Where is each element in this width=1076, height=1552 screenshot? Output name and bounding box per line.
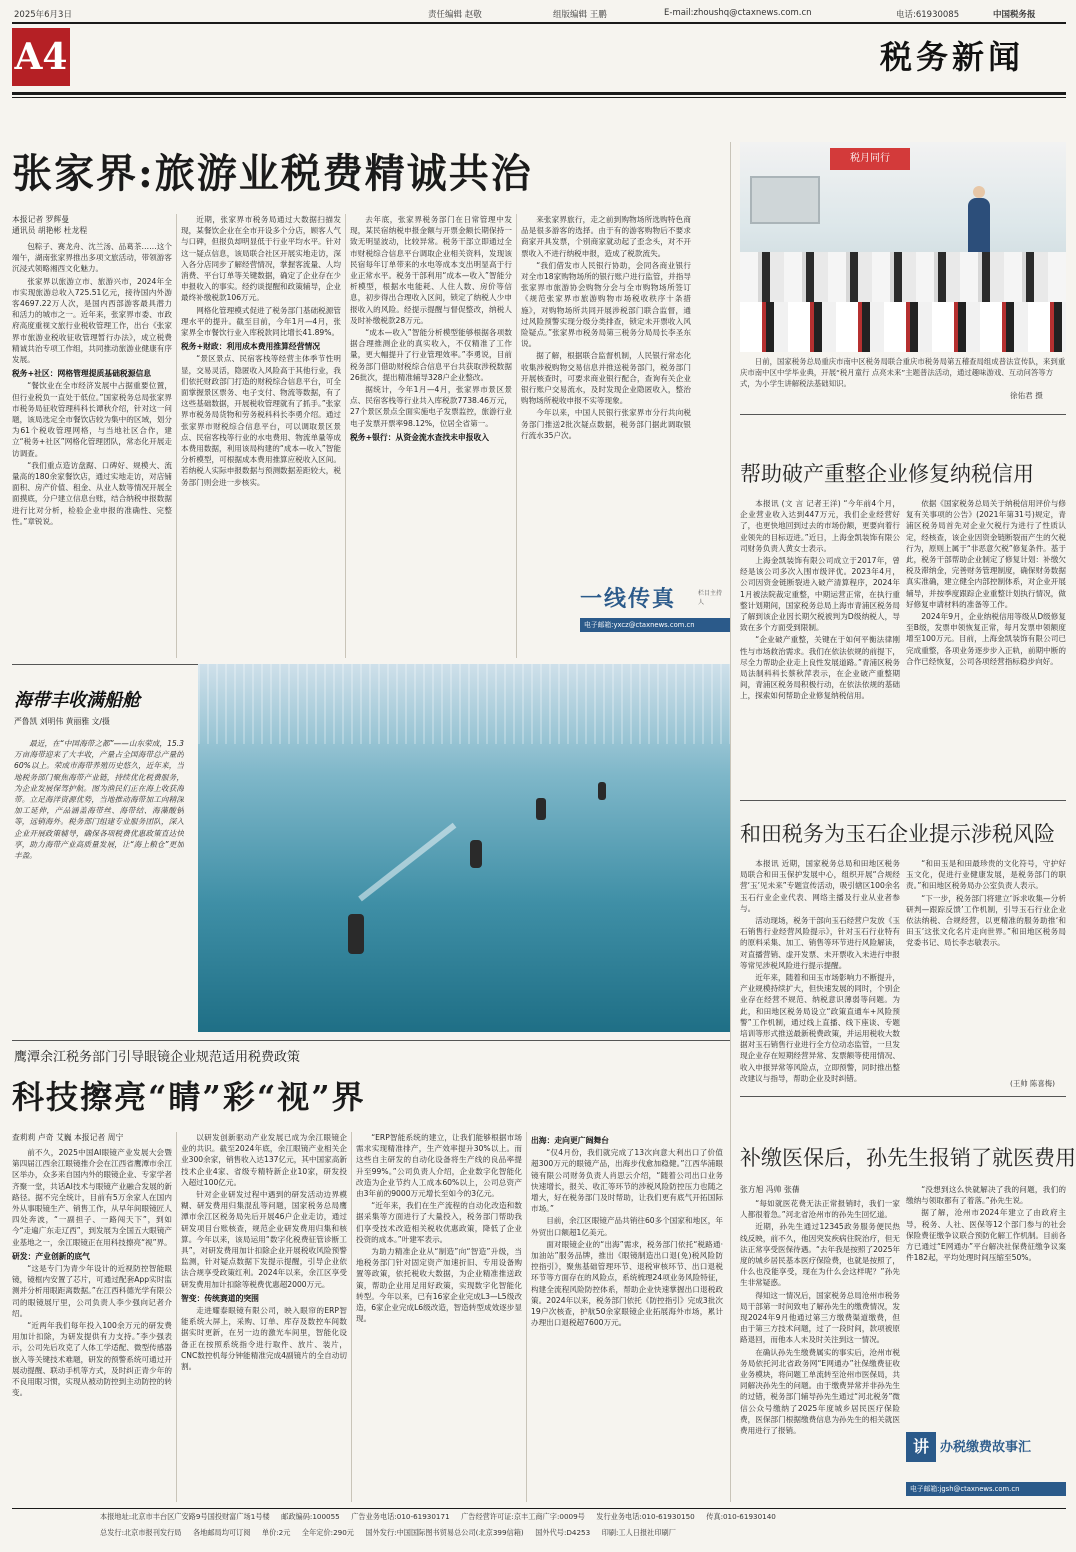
brief1-para: 本报讯 (文 言 记者王洋) “今年前4个月，企业营业收入达到447万元，我们企业经营好了，也更快地回到过去的市场份额，更要向着行业领先的目标迈进。”近日，上海金凯装饰有限公司财务负责人黄女士表示。 [740, 499, 900, 553]
footer-line2 [100, 1528, 676, 1538]
story3-kicker: 鹰潭余江税务部门引导眼镜企业规范适用税费政策 [14, 1050, 301, 1065]
brief2-para: 本报讯 近期，国家税务总局和田地区税务局联合和田玉保护发展中心，组织开展“合规经营‘玉’见未来”专题宣传活动，吸引辖区100余名玉石行业企业代表、网络主播及行业从业者参与。 [740, 859, 900, 913]
masthead-rule-thin [12, 97, 1066, 98]
story3-subhead: 出海：走向更广阔舞台 [531, 1136, 609, 1145]
brief2-para: “和田玉是和田最珍贵的文化符号，守护好玉文化，促进行业健康发展，是税务部门的职责。”和田地区税务局办公室负责人表示。 [906, 859, 1066, 891]
column-rule [176, 214, 177, 658]
story1-intro: 包粽子、赛龙舟、沈兰汤、品葛茶……这个端午，湖南张家界推出多项文旅活动，带领游客沉浸式领略湘西文化魅力。 [12, 242, 172, 274]
column-rule [351, 1132, 352, 1502]
brief2-para: 近年来，随着和田玉市场影响力不断提升，产业规模持续扩大，但快速发展的同时，个别企业存在经营不规范、纳税意识薄弱等问题。为此，和田地区税务局设立“政策直通车+风险预警”工作机制，通过线上直播、线下座谈、专题培训等形式推送最新税费政策，并运用税收大数据对玉石销售行业进行全方位动态监管，一旦发现企业存在短期经营异常、发票额等使用情况、收入申报异常等风险点，立即预警，同时推出整改建议与指导，帮助企业及时纠错。 [740, 973, 900, 1083]
story3-para: 面对眼镜企业的“出海”需求，税务部门依托“税路通·加油站”服务品牌，推出《眼镜制造出口退(免)税风险防控指引》，聚焦基础管理环节、退税审核环节、出口退税环节等方面存在的风险点，系统梳理24项业务风险特征，构建全流程风险防控体系，帮助企业快速掌握出口退税政策。2024年以来，税务部门依托《防控指引》完成3批次19户次核查，护航50余家眼镜企业拓展海外市场，累计办理出口退税超7600万元。 [531, 1239, 723, 1328]
promo-yixian-logo: 一线传真 [580, 586, 677, 612]
column-rule [176, 1132, 177, 1502]
footer-rule [12, 1508, 1066, 1509]
column-rule [345, 214, 346, 658]
paper-name: 中国税务报 [993, 10, 1036, 20]
story3-col4 [531, 1132, 723, 1502]
brief3-byline: 张方旭 冯帅 张蒨 [740, 1185, 800, 1194]
story3-para: 为助力精准企业从“制造”向“智造”升级，当地税务部门针对固定资产加速折旧、专用设备购置等政策，依托税收大数据，为企业精准推送政策，帮助企业用足用好政策，实现数字化智能化转型。今年以来，已有16家企业完成L3—L5级改造，6家企业完成L6级改造，智造转型成效逐步显现。 [356, 1247, 522, 1324]
brief1-col1 [740, 498, 900, 794]
story1-col1 [12, 214, 172, 658]
promo-yixian-email[interactable]: 电子邮箱:yxcz@ctaxnews.com.cn [580, 618, 730, 632]
story1-byline2: 通讯员 胡艳彬 杜龙程 [12, 226, 88, 235]
page-number-badge: A4 [12, 28, 70, 86]
story1-subhead: 税务+财政：利用成本费用推算经营情况 [181, 342, 321, 352]
seaweed-rafts [198, 664, 730, 744]
boat [536, 798, 546, 820]
classroom-caption: 日前，国家税务总局重庆市南中区税务局联合重庆市税务局第五稽查局组成普法宣传队，来到重庆市南中区中学毕业典，开展“税月童行 点亮未来”主题普法活动，通过趣味游戏、互动问答等方式，为小学生讲解税法基础知识。 [740, 357, 1066, 388]
brief3-col2 [906, 1184, 1066, 1424]
brief1-para: 上海金凯装饰有限公司成立于2017年，曾经是该公司多次入围市级评优。2023年4月，公司因资金链断裂进入破产清算程序，2024年1月被法院裁定重整，中期运营正常，在执行重整计划期间，国家税务总局上海市青浦区税务局了解到该企业因长期欠税被判为D级纳税人，导致在多个方面受到限制。 [740, 556, 900, 633]
footer-subscribe: 各地邮局均可订阅 [192, 1528, 251, 1537]
story1-subhead: 税务+社区：网格管理提质基础税源信息 [12, 369, 152, 379]
brief3-para: 在确认孙先生缴费属实的事实后，沧州市税务局依托河北省政务网“E网通办”社保缴费征收业务模块，将问题工单流转至沧州市医保局，共同解决孙先生的问题。由于缴费异常并非孙先生的过错，税务部门辅导孙先生通过“河北税务”微信公众号缴纳了2025年度城乡居民医疗保险费，医保部门根据缴费信息为孙先生的相关就医费用进行了报销。 [740, 1347, 900, 1436]
footer-dist-phone: 发行业务电话:010-61930150 [596, 1512, 695, 1521]
footer-ad-license: 广告经营许可证:京丰工商广字:0009号 [461, 1512, 585, 1521]
footer-distributor: 总发行:北京市报刊发行局 [100, 1528, 182, 1537]
brief1-para: 2024年9月，企业纳税信用等级从D级修复至B级，发票申领恢复正常，每月发票申领额度增至100万元。目前，上海金凯装饰有限公司已完成重整，各项业务逐步步入正轨，前期中断的合作已经恢复，公司各项经营指标稳步向好。 [906, 612, 1066, 666]
editor-credit: 责任编辑 赵敬 [428, 10, 482, 20]
story3-para: “近两年我们每年投入100余万元的研发费用加计扣除，为研发提供有力支持。”李少强表示，公司先后攻克了人体工学适配、微型传感器嵌入等关键技术难题，研发的预警系统可通过开展动提醒、联动手机等方式，及时纠正青少年的不良用眼习惯，实现从被动防控到主动防控的转变。 [12, 1321, 172, 1398]
classroom-photo [740, 142, 1066, 352]
boat [598, 782, 606, 800]
story3-para: “仅4月份，我们就完成了13次向意大利出口了价值超300万元的眼镜产品，出海步伐愈加稳健。”江西华浦眼镜有限公司财务负责人肖思云介绍，“随着公司出口业务快速增长，报关、收汇等环节的涉税风险防控压力也随之增大，好在税务部门及时帮助，让我们更有底气开拓国际市场。” [531, 1148, 723, 1214]
story1-para: 去年底，张家界税务部门在日常管理中发现，某民宿纳税申报金额与开票金额长期保持一致无明显波动，比较异常。税务干部立即通过全市财税综合信息平台调取企业相关资料，发现该民宿每年订单带来的水电等成本支出明显高于行业正常水平。税务干部利用“成本—收入”智能分析模型，根据水电能耗、人住人数、房价等信息，初步得出合理收入区间，锁定了纳税人少申报收入的风险。经提示提醒与督促整改，纳税人及时补缴税款28万元。 [350, 215, 512, 325]
footer-price: 单价:2元 [261, 1528, 291, 1537]
story3-para: “ERP智能系统的建立，让我们能够根据市场需求实现精准排产，生产效率提升30%以上。而这些自主研发的自动化设备将生产线的良品率提升至99%。”公司负责人介绍，企业数字化智能化改造为企业节约人工成本60%以上，公司总资产由3年前的9000万元增长至如今的3亿元。 [356, 1133, 522, 1199]
story1-para: “我们重点造访盘踞、口碑好、规模大、流量高的180余家餐饮店，通过实地走访，对店铺面积、房产价值、租金、从业人数等情况开展全面摸底，分户建立信息台账，结合纳税申报数据进行比对分析，检验企业申报的准确性、完整性。”章锐说。 [12, 460, 172, 526]
teacher-head [973, 186, 985, 198]
story1-headline: 张家界:旅游业税费精诚共治 [12, 150, 533, 197]
story3-para: 走进耀泰眼镜有限公司，映入眼帘的ERP智能系统大屏上，采购、订单、库存及数控车间数据实时更新，在另一边的激光车间里，智能化设备正在按照系统指令进行取件、放片、装片，CNC数控机每分钟能精准完成4副镜片的全自动切割。 [181, 1306, 347, 1372]
story3-para: 前不久，2025中国AI眼镜产业发展大会暨第四届江西余江眼镜推介会在江西省鹰潭市余江区举办，众多来自国内外的眼镜企业、专家学者齐聚一堂，共话AI技术与眼镜产业融合发展的新路径。据不完全统计，目前有5万余家人在国内外从事眼镜生产、销售工作，从早年间眼镜匠人四处奔波，“一副担子、一路闯天下”，到如今“走遍广东走辽西”，到发展为全国五大眼镜产业基地之一，余江眼镜正在用科技擦亮“视”界。 [12, 1148, 172, 1247]
contact-email[interactable]: E-mail:zhoushq@ctaxnews.com.cn [664, 8, 812, 18]
footer-line1 [100, 1512, 776, 1522]
brief2-para: “下一步，税务部门将建立‘诉求收集—分析研判—跟踪反馈’工作机制，引导玉石行业企业依法纳税、合规经营，以更精准的服务助推‘和田玉’这张文化名片走向世界。”和田地区税务局党委书记、局长李志敏表示。 [906, 893, 1066, 948]
story3-col2 [181, 1132, 347, 1502]
brief2-col2 [906, 858, 1066, 1090]
promo-gushihui [906, 1432, 1066, 1498]
brief2-credit: (王帅 陈喜梅) [1010, 1079, 1056, 1088]
story1-para: 据统计，今年1月—4月，张家界市景区景点、民宿客栈等行业共入库税款7738.46万元，27个景区景点全面实施电子发票监控，旅游行业电子发票开票率98.12%，位居全省第一。 [350, 385, 512, 428]
story1-para: “成本—收入”智能分析模型能够根据各项数据合理推测企业的真实收入，不仅精准了工作量，更大幅提升了行业管理效率。”李勇说，目前税务部门借助财税综合信息平台共获取涉税数据26批次，提出精准辅导328户企业整改。 [350, 328, 512, 382]
story1-para: 网格化管理模式促进了税务部门基础税源管理水平的提升。截至目前，今年1月—4月，张家界全市餐饮行业入库税款同比增长41.89%。 [181, 305, 341, 338]
section-title: 税务新闻 [880, 38, 1025, 76]
brief-rule [740, 800, 1066, 801]
story1-col3 [350, 214, 512, 658]
classroom-credit: 徐佑君 摄 [1010, 391, 1043, 400]
story3-col1 [12, 1132, 172, 1502]
classroom-banner: 税月同行 [830, 148, 910, 170]
brief3-col1 [740, 1198, 900, 1498]
story1-byline: 本报记者 罗辉曼 [12, 215, 70, 224]
story3-para: “近年来，我们在生产流程的自动化改造和数据采集等方面进行了大量投入，税务部门帮助我们享受技术改造相关税收优惠政策，降低了企业投资的成本。”叶建军表示。 [356, 1201, 522, 1244]
brief-rule [740, 1096, 1066, 1097]
section-rule [12, 1040, 730, 1041]
story3-headline: 科技擦亮“睛”彩“视”界 [12, 1078, 366, 1116]
brief2-para: 活动现场，税务干部向玉石经营户发放《玉石销售行业经营风险提示》，针对玉石行业特有的原料采集、加工、销售等环节进行风险解读，对直播营销、虚开发票、未开票收入未进行申报等常见涉税风险进行提示提醒。 [740, 916, 900, 970]
promo-gushihui-logo: 办税缴费故事汇 [940, 1440, 1032, 1455]
brief1-headline: 帮助破产重整企业修复纳税信用 [740, 462, 1034, 486]
story2-text [14, 738, 184, 1026]
story3-para: 针对企业研发过程中遇到的研发活动边界模糊、研发费用归集混乱等问题，国家税务总局鹰潭市余江区税务局先后开展46户企业走访，通过研发项目台账核查，规范企业研发费用归集和核算。今年以来，该局运用“数字化税费征管诊断工具”，对研发费用加计扣除企业开展税收风险预警监测，针对疑点数据下发提示提醒，引导企业依法合规享受政策红利。2024年以来，余江区享受研发费用加计扣除等税费优惠超2000万元。 [181, 1190, 347, 1289]
masthead-rule [12, 92, 1066, 95]
boat [470, 840, 482, 868]
promo-yixian-sub: 栏目主持人 [698, 590, 723, 606]
story3-para: “这是专门为青少年设计的近视防控智能眼镜，镜框内安置了芯片，可通过配套App实时监测并分析用眼距离数据。”在江西科德光学有限公司的眼镜展厅里，公司负责人李少强向记者介绍。 [12, 1264, 172, 1318]
footer-annual: 全年定价:290元 [301, 1528, 354, 1537]
story1-col2 [181, 214, 341, 658]
footer-intl-code: 国外代号:D4253 [535, 1528, 591, 1537]
seaweed-photo [198, 664, 730, 1032]
story2-headline: 海带丰收满船舱 [14, 690, 140, 711]
brief1-col2 [906, 498, 1066, 794]
story1-para: 张家界以旅游立市、旅游兴市，2024年全市实现旅游总收入725.51亿元，接待国内外游客4697.22万人次，是国内西部游客最具潜力和活力的城市之一。近年来，张家界市委、市政府高度重视文旅行业税收管理工作，出台《张家界市旅游业税收征收管理暂行办法》，成立税费精诚共治专项工作组，共同推动旅游业健康有序发展。 [12, 276, 172, 365]
story1-para: 近期，张家界市税务局通过大数据扫描发现，某餐饮企业在全市开设多个分店，顾客人气与口碑，但报负却明显低于行业平均水平。针对这一疑点信息，该局联合社区开展实地走访，深入各分店同步了解经营情况，掌握客流量、人均消费、平台订单等关键数据，确定了企业存在少申报收入的事实。经约谈提醒和政策辅导，企业最终补缴税款106万元。 [181, 215, 341, 303]
column-rule [526, 1132, 527, 1502]
brief3-headline: 补缴医保后，孙先生报销了就医费用 [740, 1146, 1076, 1170]
brief3-para: 得知这一情况后，国家税务总局沧州市税务局干部第一时间致电了解孙先生的缴费情况，发现2024年9月他通过第三方缴费渠道缴费，但由于第三方技术问题，过了一段时间，款项被原路退回，而他本人未及时关注到这一情况。 [740, 1290, 900, 1345]
footer-ad-phone: 广告业务电话:010-61930171 [351, 1512, 450, 1521]
story1-para: 据了解，根据联合监督机制，人民银行常态化收集涉税购物交易信息并推送税务部门，税务部门开展核查时，可要求商业银行配合，查询有关企业银行账户交易流水，及时发现企业隐匿收入，整治购物场所税收申报不实等现象。 [521, 351, 691, 406]
brief3-para: 近期，孙先生通过12345政务服务便民热线反映，前不久，他因突发疾病住院治疗，但无法正常享受医保待遇。“去年我是按照了2025年度的城乡居民基本医疗保险费，也就是按照了，什么也没能享受，现在为什么会这样呢？”孙先生非常疑惑。 [740, 1222, 900, 1288]
brief-rule [740, 414, 1066, 415]
column-rule [516, 214, 517, 658]
brief3-para: “没想到这么快就解决了我的问题，我们的缴纳与领取都有了着落。”孙先生说。 [906, 1185, 1066, 1206]
story2-byline: 严鲁凯 刘明伟 黄丽雅 文/摄 [14, 717, 110, 726]
footer-intl: 国外发行:中国国际图书贸易总公司(北京399信箱) [365, 1528, 524, 1537]
story3-col3 [356, 1132, 522, 1502]
brief2-col1 [740, 858, 900, 1090]
story1-para: “我们借发市人民银行协助，会同各商业银行对全市18家购物场所的银行账户进行监管，并指导张家界市旅游协会购物分会与全市购物场所签订《规范张家界市旅游购物市场税收秩序十条措施》，对购物场所共同开展涉税部门联合监督，通过风险预警实现分级分类排查，锁定未开票收入风险疑点。”张家界市税务局第三税务分局局长李圣东说。 [521, 260, 691, 349]
brief1-para: 依据《国家税务总局关于纳税信用评价与修复有关事项的公告》(2021年第31号)规定，青浦区税务局首先对企业欠税行为进行了性质认定，经核查，该企业因资金链断裂而产生的欠税行为，原则上属于“非恶意欠税”修复条件。基于此，税务干部帮助企业制定了修复计划：补缴欠税及滞纳金，完善财务管理制度，确保财务数据真实准确，建立健全内部控制体系，对企业开展辅导，并按季度跟踪企业重整计划执行情况，做好修复申请材料的准备等工作。 [906, 499, 1066, 609]
footer-printer: 印刷:工人日报社印刷厂 [601, 1528, 676, 1537]
promo-gushihui-email[interactable]: 电子邮箱:jgsh@ctaxnews.com.cn [906, 1482, 1066, 1496]
story1-para: 今年以来，中国人民银行张家界市分行共向税务部门推送2批次疑点数据，税务部门据此调取银行流水35户次。 [521, 408, 691, 440]
story3-subhead: 研发：产业创新的底气 [12, 1251, 90, 1261]
right-column-rule [730, 142, 731, 1502]
footer-address: 本报地址:北京市丰台区广安路9号国投财富广场1号楼 [100, 1512, 270, 1521]
promo-gushihui-icon: 讲 [906, 1432, 936, 1462]
contact-phone: 电话:61930085 [896, 10, 960, 20]
story3-para: 目前，余江区眼镜产品共销往60多个国家和地区，年外贸出口额超1亿美元。 [531, 1216, 723, 1237]
story1-para: “景区景点、民宿客栈等经营主体季节性明显，交易灵活，隐匿收入风险高于其他行业，我们依托财政部门打造的财税综合信息平台，可全面掌握景区票务、电子支付、物流等数据，有了这些基础数据，开展税收管理就有了抓手。”张家界市税务局货物和劳务税科科长李勇介绍。通过张家界市财税综合信息平台，可以调取景区景点、民宿客栈等行业的水电费用、物流单量等成本费用数据，利用该局构建的“成本—收入”智能分析模型，可根据成本费用推算应税收入区间。若纳税人实际申报数据与预测数据差距较大，税务部门则会进一步核实。 [181, 354, 341, 487]
story3-subhead: 智变：传统赛道的突围 [181, 1293, 259, 1303]
brief3-para: “每如就医花费无法正常报销时，我们一家人都很着急。”河北省沧州市的孙先生回忆道。 [740, 1199, 900, 1220]
footer-postcode: 邮政编码:100055 [281, 1512, 340, 1521]
boat-wake [358, 823, 456, 902]
story1-col4 [521, 214, 691, 584]
story2-para: 最近，在“中国海带之都”——山东荣成，15.3万亩海带迎来了大丰收，产量占全国海带总产量的60%以上。荣成市海带养殖历史悠久，近年来，当地税务部门聚焦海带产业链，持续优化税费服务，为企业发展保驾护航。图为渔民们正在海上收获海带。立足海洋资源优势，当地推动海带加工向精深加工延伸，产品涵盖海带丝、海带结、海藻酸钠等，远销海外。税务部门组建专业服务团队，深入企业开展政策辅导，确保各项税费优惠政策直达快享，助力海带产业高质量发展，让“海上粮仓”更加丰盈。 [14, 739, 184, 861]
story3-para: 以研发创新驱动产业发展已成为余江眼镜企业的共识。截至2024年底，余江眼镜产业相关企业300余家，销售收入达137亿元，其中国家高新技术企业4家、省级专精特新企业10家，研发投入超过100亿元。 [181, 1133, 347, 1187]
brief1-para: “企业破产重整，关键在于如何平衡法律刚性与市场救治需求。我们在依法依规的前提下，尽全力帮助企业走上良性发展道路。”青浦区税务局法制科科长蔡秋萍表示，在企业破产重整期间，青浦区税务局积极行动，在依法依规的基础上，探索如何帮助企业修复纳税信用。 [740, 635, 900, 701]
boat [348, 914, 364, 954]
story1-subhead: 税务+银行：从资金流水查找未申报收入 [350, 432, 490, 442]
story1-para: “餐饮业在全市经济发展中占据重要位置，但行业税负一直处于低位。”国家税务总局张家界市税务局征收管理科科长谭秋介绍，针对这一问题，该局选定全市餐饮店较为集中的区域，划分为61个税收管理网格，与当地社区合作，建立“税务+社区”网格化管理团队，常态化开展走访调查。 [12, 381, 172, 458]
designer-credit: 组版编辑 王鹏 [553, 10, 607, 20]
issue-date: 2025年6月3日 [14, 10, 72, 20]
story3-byline: 查莉莉 卢奇 艾巍 本报记者 周宁 [12, 1133, 124, 1142]
brief2-headline: 和田税务为玉石企业提示涉税风险 [740, 822, 1055, 846]
students-front [740, 302, 1066, 352]
header-rule [12, 22, 1066, 24]
story1-para: 来张家界旅行，走之前到购物场所选购特色商品是很多游客的选择。由于有的游客购物后不要求商家开具发票，个别商家就动起了歪念头，对不开票收入不进行纳税申报，造成了税款流失。 [521, 215, 691, 258]
classroom-board [750, 176, 820, 224]
brief3-para: 据了解，沧州市2024年建立了由政府主导，税务、人社、医保等12个部门参与的社会保险费征缴争议联合预防化解工作机制。目前各方已通过“E网通办”平台解决社保费征缴争议案件182起，平均处理时间压缩至50%。 [906, 1208, 1066, 1263]
promo-yixian [580, 582, 730, 638]
footer-fax: 传真:010-61930140 [706, 1512, 776, 1521]
